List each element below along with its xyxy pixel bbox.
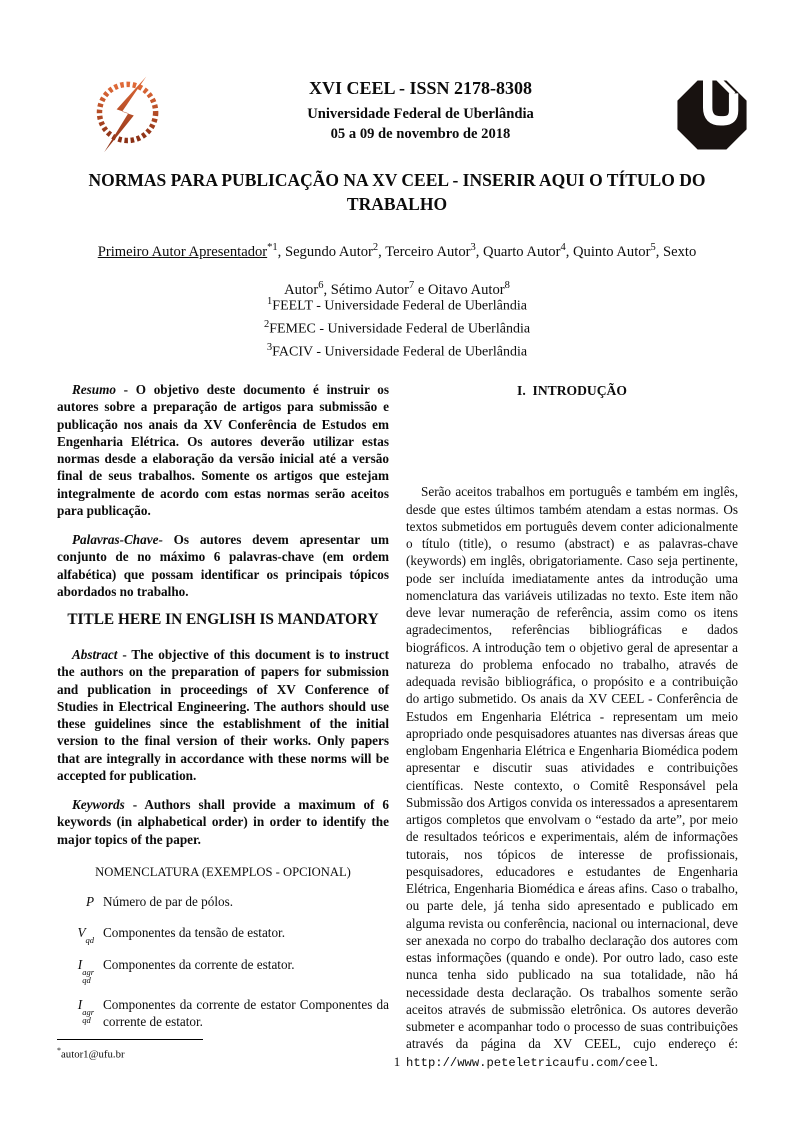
palavras-chave-text: Os autores devem apresentar um conjunto de no máximo 6 palavras-chave (em ordem alfabética) que possam identificar os principais tópicos abordados no trabalho. [57,532,389,599]
affiliation-line [0,339,794,362]
left-column [57,376,389,1072]
author-name: , Segundo Autor [277,243,373,260]
conference-title: XVI CEEL - ISSN 2178-8308 [308,78,533,98]
right-column [406,376,738,1072]
author-name: e Oitavo Autor [414,281,505,298]
footnote-rule [57,1039,203,1040]
author-line-1 [48,231,746,269]
affiliation-text: FEELT - Universidade Federal de Uberlândia [272,298,527,314]
affiliation-number: 2 [263,319,270,331]
nomenclature-description: Componentes da corrente de estator. [103,957,295,972]
author-affiliation-mark: 6 [318,279,324,291]
nomenclature-symbol: I agr qd [77,997,94,1025]
author-affiliation-mark: 7 [408,279,415,291]
introduction-paragraph [406,483,738,1072]
keywords-text: - Authors shall provide a maximum of 6 keywords (in alphabetical order) in order to identify the major topics of the paper. [57,797,389,847]
affiliations [0,293,794,362]
page-number: 1 [393,1054,401,1069]
introduction-text-end: . [654,1053,658,1069]
footnote-marker: * [57,1045,61,1055]
paper-header [87,70,748,158]
english-title-heading: TITLE HERE IN ENGLISH IS MANDATORY [67,611,379,628]
keywords-paragraph [57,796,389,848]
affiliation-line [0,316,794,339]
nomenclature-symbol: I agr qd [77,957,94,985]
palavras-chave-label: Palavras-Chave- [72,532,163,547]
body-columns [57,376,738,1072]
nomenclature-description: Componentes da tensão de estator. [103,925,286,940]
nomenclature-item [57,893,389,912]
resumo-text: - O objetivo deste documento é instruir os autores sobre a preparação de artigos para submissão e publicação nos anais da XV Conferência de Estudos em Engenharia Elétrica. Os autores deverão utilizar estas normas desde a elaboração da versão inicial até a versão final de seus trabalhos. Somente os artigos que estejam integralmente de acordo com estas normas serão aceitos para publicação. [57,382,389,518]
palavras-chave-paragraph [57,531,389,600]
introduction-heading: I. INTRODUÇÃO [517,383,627,398]
nomenclature-symbol: P [85,894,94,909]
resumo-label: Resumo [72,382,116,397]
university-name: Universidade Federal de Uberlândia [307,106,534,122]
affiliation-number: 1 [267,296,273,307]
affiliation-line [0,293,794,316]
paper-title-line-1: NORMAS PARA PUBLICAÇÃO NA XV CEEL - INSERIR AQUI O TÍTULO DO [88,170,706,190]
conference-dates: 05 a 09 de novembro de 2018 [330,125,511,142]
abstract-text: - The objective of this document is to instruct the authors on the preparation of papers for submission and publication in proceedings of XV Conference of Studies in Electrical Engineering. The authors should use these guidelines since the establishment of the initial version to the final version of their works. Only papers that are integrally in accordance with these norms will be accepted for publication. [57,647,389,783]
nomenclature-item [57,924,389,944]
footnote-email: autor1@ufu.br [61,1048,125,1061]
nomenclature-item [57,996,389,1031]
abstract-label: Abstract [72,647,118,662]
intro-url-link[interactable]: http://www.peteletricaufu.com/ceel [406,1055,655,1070]
affiliation-text: FEMEC - Universidade Federal de Uberlândia [269,321,531,337]
author-affiliation-mark: 2 [372,242,379,253]
affiliation-text: FACIV - Universidade Federal de Uberlândia [272,344,528,360]
author-name: Autor [284,281,319,298]
author-affiliation-mark: 8 [504,279,510,291]
author-name: , Terceiro Autor [378,243,471,260]
nomenclature-description: Número de par de pólos. [103,894,234,909]
author-affiliation-mark: 5 [650,242,656,253]
nomenclature-description: Componentes da corrente de estator Componentes da corrente de estator. [103,997,389,1030]
author-name: , Quinto Autor [565,243,651,260]
author-name: , Quarto Autor [475,243,561,260]
paper-title [38,169,756,216]
affiliation-number: 3 [266,342,273,354]
nomenclature-symbol: V qd [77,925,94,945]
author-name: , Sétimo Autor [323,281,409,298]
author-affiliation-mark: *1 [267,242,278,253]
paper-title-line-2: TRABALHO [346,193,448,214]
abstract-paragraph [57,646,389,784]
nomenclature-item [57,956,389,984]
author-name: , Sexto [655,243,697,260]
author-affiliation-mark: 3 [470,242,476,253]
ceel-lightning-gear-logo-icon [87,70,165,158]
keywords-label: Keywords [72,797,125,812]
introduction-text: Serão aceitos trabalhos em português e também em inglês, desde que estes últimos também atendam a estas normas. Os textos submetidos em português devem conter adicionalmente o título (title), o resumo (abstract) e as palavras-chave (keywords) em inglês, obrigatoriamente. Caso seja pertinente, pode ser incluída imediatamente antes da introdução uma nomenclatura das variáveis utilizadas no texto. Este item não deve levar numeração de referência, assim como os itens agradecimentos, referências bibliográficas e dados biográficos. A introdução tem o objetivo geral de apresentar a natureza do problema enfocado no trabalho, através de adequada revisão bibliográfica, o propósito e a contribuição do artigo submetido. Os anais da XV CEEL - Conferência de Estudos em Engenharia Elétrica - representam um meio apropriado onde pesquisadores atuantes nas diversas áreas que englobam Engenharia Elétrica e Engenharia Biomédica podem apresentar e discutir suas atividades e contribuições científicas. Neste contexto, o Comitê Responsável pela Submissão dos Artigos convida os interessados a apresentarem artigos completos que envolvam o “estado da arte”, por meio de resultados teóricos e experimentais, além de informações tutorais, nos tópicos de interesse de profissionais, pesquisadores, educadores e estudantes de Engenharia Elétrica, Engenharia Biomédica e áreas afins. Caso o trabalho, ou parte dele, já tenha sido apresentado e publicado em alguma revista ou conferência, nacional ou internacional, deve ser anexada no corpo do trabalho declaração dos autores com estas informações (quando e onde). Por outro lado, caso este nunca tenha sido publicado na sua totalidade, não há necessidade desta declaração. Os trabalhos somente serão aceitos através de submissão eletrônica. Os autores deverão submeter e acompanhar todo o processo de suas contribuições através da página da XV CEEL, cujo endereço é: [406,484,738,1052]
presenting-author-name: Primeiro Autor Apresentador [97,243,268,260]
header-text [165,70,676,144]
author-affiliation-mark: 4 [560,242,566,253]
nomenclatura-heading: NOMENCLATURA (EXEMPLOS - OPCIONAL) [95,864,351,879]
resumo-paragraph [57,381,389,519]
ufu-university-logo-icon [676,75,748,155]
